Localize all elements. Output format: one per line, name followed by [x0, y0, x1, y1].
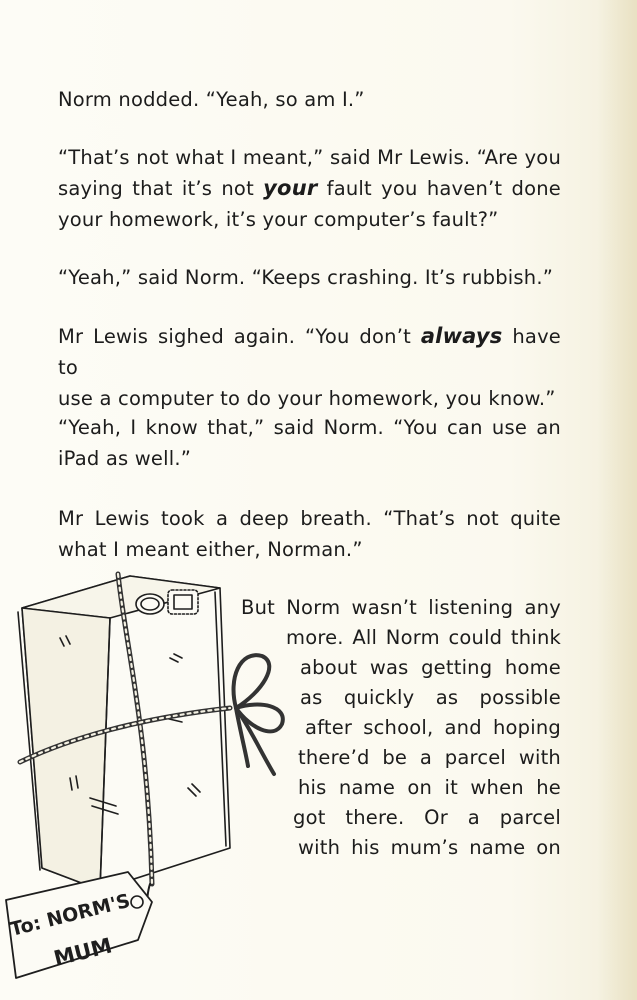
- paragraph-3: [58, 262, 561, 293]
- paragraph-2: [58, 142, 561, 235]
- emphasis-always: always: [420, 324, 503, 348]
- paragraph-4-line-1-post: have to: [58, 325, 562, 379]
- paragraph-6-line-2: what I meant either, Norman.”: [58, 538, 363, 561]
- paragraph-5-line-1: “Yeah, I know that,” said Norm. “You can use an: [58, 416, 561, 439]
- paragraph-1: [58, 84, 561, 115]
- paragraph-1-text: Norm nodded. “Yeah, so am I.”: [58, 88, 365, 111]
- paragraph-4-line-1: [58, 321, 561, 383]
- page-edge-shadow: [597, 0, 637, 1000]
- paragraph-2-line-2-post: fault you haven’t done: [317, 177, 561, 200]
- paragraph-2-line-3: your homework, it’s your computer’s fault?”: [58, 208, 499, 231]
- paragraph-3-text: “Yeah,” said Norm. “Keeps crashing. It’s rubbish.”: [58, 266, 554, 289]
- paragraph-4-line-1-pre: Mr Lewis sighed again. “You don’t: [58, 325, 421, 348]
- paragraph-6: [58, 503, 561, 565]
- paragraph-4: [58, 321, 561, 414]
- wrapped-line-9: with his mum’s name on: [298, 836, 561, 859]
- wrapped-line-3: about was getting home: [300, 656, 561, 679]
- tag-line-2: MUM: [51, 933, 115, 971]
- wrapped-line-6: there’d be a parcel with: [298, 746, 561, 769]
- paragraph-6-line-1: Mr Lewis took a deep breath. “That’s not quite: [58, 507, 561, 530]
- emphasis-your: your: [263, 176, 318, 200]
- wrapped-line-2: more. All Norm could think: [286, 626, 561, 649]
- paragraph-5: [58, 412, 561, 474]
- wrapped-line-4: as quickly as possible: [300, 686, 561, 709]
- wrapped-line-5: after school, and hoping: [305, 716, 561, 739]
- parcel-illustration: [0, 568, 300, 1000]
- paragraph-2-line-2: [58, 173, 561, 204]
- paragraph-4-line-2: use a computer to do your homework, you know.”: [58, 387, 556, 410]
- wrapped-line-8: got there. Or a parcel: [293, 806, 561, 829]
- wrapped-line-1: But Norm wasn’t listening any: [241, 596, 561, 619]
- wrapped-line-7: his name on it when he: [298, 776, 561, 799]
- paragraph-5-line-2: iPad as well.”: [58, 447, 192, 470]
- paragraph-2-line-2-pre: saying that it’s not: [58, 177, 264, 200]
- tag-line-1: To: NORM'S: [7, 889, 133, 941]
- paragraph-2-line-1: “That’s not what I meant,” said Mr Lewis. “Are you: [58, 146, 561, 169]
